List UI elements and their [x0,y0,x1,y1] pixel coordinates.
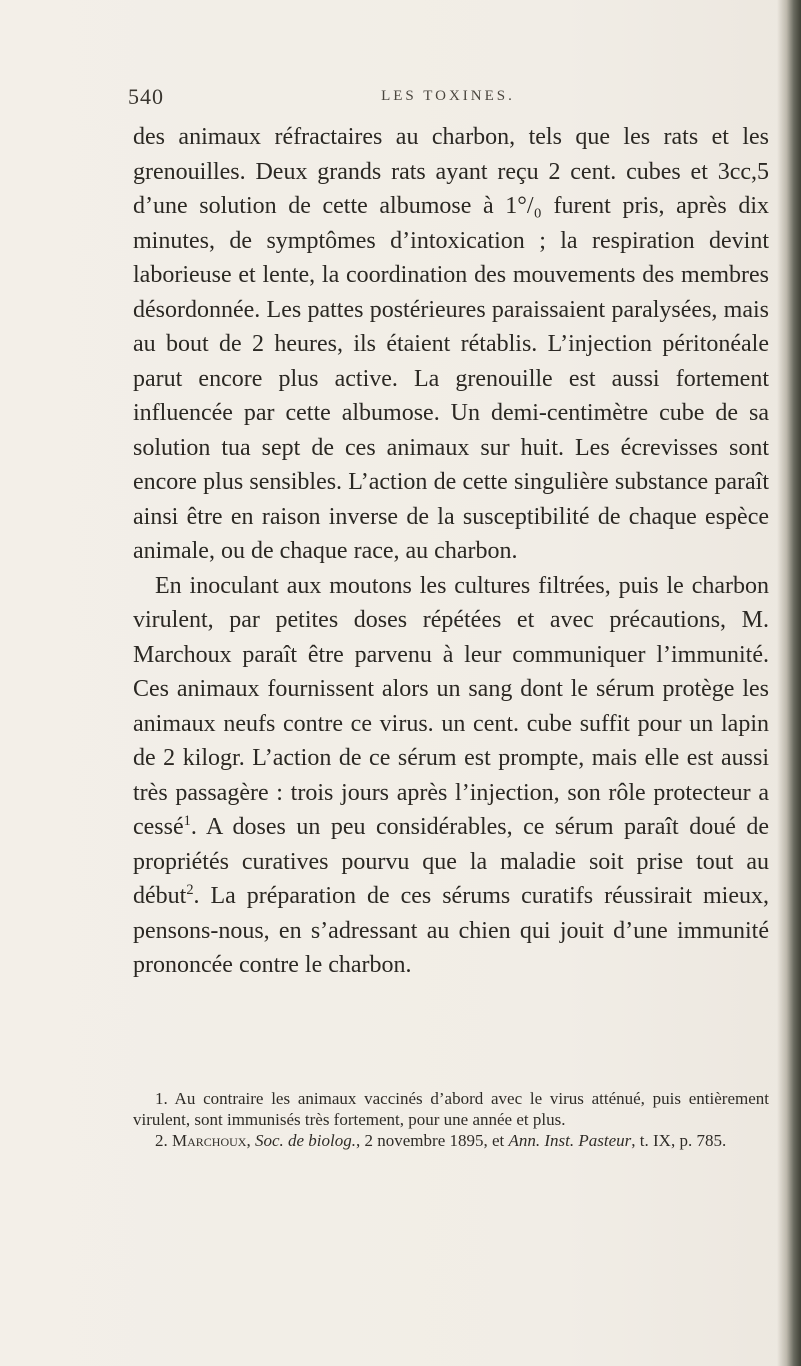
footnote-2-author: Marchoux [172,1131,247,1150]
footnote-2-ref: , t. IX, p. 785. [631,1131,727,1150]
footnote-mark-2: 2 [186,882,194,898]
paragraph-2-part-2: . A doses un peu considérables, ce sérum paraît doué de propriétés curatives pourvu que la maladie soit prise tout au début [133,814,769,909]
page-edge-shadow [777,0,801,1366]
paragraph-2-part-1: En inoculant aux moutons les cultures filtrées, puis le charbon virulent, par petites doses répétées et avec précautions, M. Marchoux paraît être parvenu à leur communiquer l’immunité. Ces animaux fournissent alors un sang dont le sérum protège les animaux neufs contre ce virus. un cent. cube suffit pour un lapin de 2 kilogr. L’action de ce sérum est prompte, mais elle est aussi très passagère : trois jours après l’injection, son rôle protecteur a cessé [133,572,769,840]
body-text [133,120,769,983]
paragraph-1: des animaux réfractaires au charbon, tels que les rats et les grenouilles. Deux grands rats ayant reçu 2 cent. cubes et 3cc,5 d’une solution de cette albumose à 1°/₀ furent pris, après dix minutes, de symptômes d’intoxication ; la respiration devint laborieuse et lente, la coordination des mouvements des membres désordonnée. Les pattes postérieures paraissaient paralysées, mais au bout de 2 heures, ils étaient rétablis. L’injection péritonéale parut encore plus active. La grenouille est aussi fortement influencée par cette albumose. Un demi-centimètre cube de sa solution tua sept de ces animaux sur huit. Les écrevisses sont encore plus sensibles. L’action de cette singulière substance paraît ainsi être en raison inverse de la susceptibilité de chaque espèce animale, ou de chaque race, au charbon. [133,124,769,564]
page-number: 540 [128,84,164,109]
footnotes [133,1088,769,1151]
page-header [128,84,768,114]
paragraph-2-part-3: . La préparation de ces sérums curatifs réussirait mieux, pensons-nous, en s’adressant au chien qui jouit d’une immunité prononcée contre le charbon. [133,883,769,978]
running-title: LES TOXINES. [381,88,515,104]
footnote-1: 1. Au contraire les animaux vaccinés d’abord avec le virus atténué, puis entièrement virulent, sont immunisés très fortement, pour une année et plus. [133,1089,769,1129]
footnote-2-journal: Soc. de biolog. [254,1131,357,1150]
footnote-mark-1: 1 [183,813,191,829]
footnote-2-date: , 2 novembre 1895, et [356,1131,509,1150]
footnote-2-journal-2: Ann. Inst. Pasteur [508,1131,632,1150]
footnote-2-number: 2. [155,1131,168,1150]
paragraph-2 [133,569,769,983]
footnote-2: 2. Marchoux, Soc. de biolog., 2 novembre 1895, et Ann. Inst. Pasteur, t. IX, p. 785. [155,1131,727,1150]
